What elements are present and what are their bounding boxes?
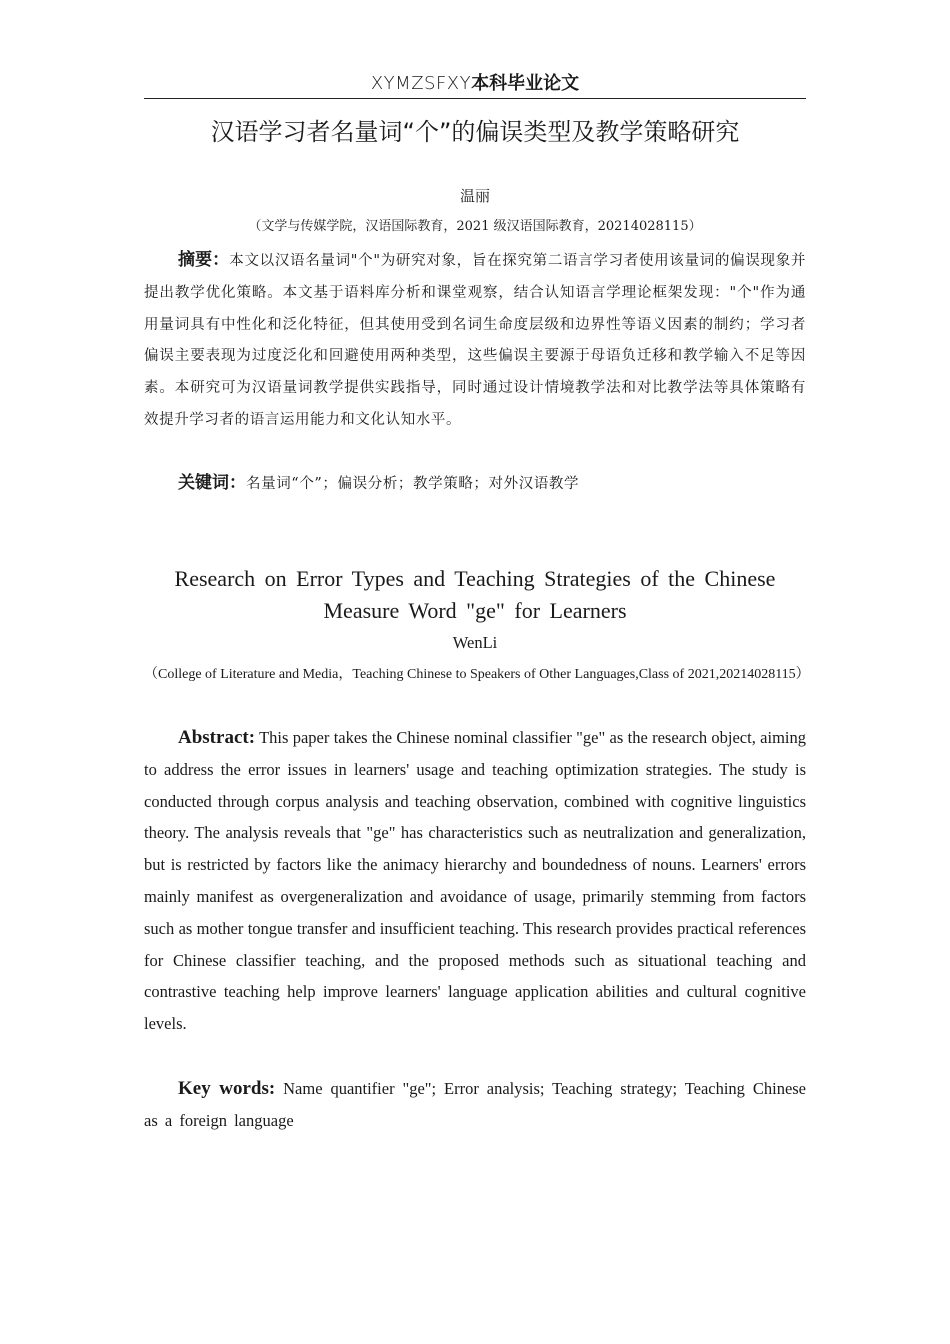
chinese-title: 汉语学习者名量词“个”的偏误类型及教学策略研究	[210, 118, 740, 146]
chinese-keywords	[144, 468, 806, 500]
running-header	[144, 70, 806, 99]
english-abstract-text: This paper takes the Chinese nominal classifier "ge" as the research object, aiming to address the error issues in learners' usage and teaching optimization strategies. The study is conducted through corpus analysis and teaching observation, combined with cognitive linguistics theory. The analysis reveals that "ge" has characteristics such as neutralization and generalization, but is restricted by factors like the animacy hierarchy and boundedness of nouns. Learners' errors mainly manifest as overgeneralization and avoidance of usage, primarily stemming from factors such as mother tongue transfer and insufficient teaching. This research provides practical references for Chinese classifier teaching, and the proposed methods such as situational teaching and contrastive teaching help improve learners' language application abilities and cultural cognitive levels.	[144, 728, 806, 1034]
english-abstract	[144, 722, 806, 1040]
chinese-keywords-label: 关键词：	[178, 473, 246, 493]
chinese-author: 温丽	[459, 187, 490, 205]
english-keywords-label: Key words:	[178, 1078, 276, 1099]
english-title: Research on Error Types and Teaching Strategies of the Chinese Measure Word "ge" for Learners	[174, 566, 776, 623]
header-label: 本科毕业论文	[471, 73, 580, 94]
header-code: XYMZSFXY	[370, 73, 472, 94]
chinese-keywords-text: 名量词“个”；偏误分析；教学策略；对外汉语教学	[246, 476, 580, 492]
chinese-abstract	[144, 245, 806, 437]
chinese-abstract-text: 本文以汉语名量词"个"为研究对象，旨在探究第二语言学习者使用该量词的偏误现象并提出教学优化策略。本文基于语料库分析和课堂观察，结合认知语言学理论框架发现："个"作为通用量词具有中性化和泛化特征，但其使用受到名词生命度层级和边界性等语义因素的制约；学习者偏误主要表现为过度泛化和回避使用两种类型，这些偏误主要源于母语负迁移和教学输入不足等因素。本研究可为汉语量词教学提供实践指导，同时通过设计情境教学法和对比教学法等具体策略有效提升学习者的语言运用能力和文化认知水平。	[144, 253, 806, 428]
english-keywords-text: Name quantifier "ge"; Error analysis; Teaching strategy; Teaching Chinese as a foreign language	[144, 1079, 807, 1130]
chinese-abstract-label: 摘要：	[178, 250, 230, 270]
english-author: WenLi	[452, 633, 498, 652]
chinese-affiliation: （文学与传媒学院，汉语国际教育，2021 级汉语国际教育，20214028115）	[248, 219, 702, 234]
english-keywords	[144, 1073, 806, 1136]
english-affiliation: （College of Literature and Media，Teaching Chinese to Speakers of Other Languages,Class of 2021,20214028115）	[144, 667, 810, 682]
english-abstract-label: Abstract:	[178, 727, 256, 748]
